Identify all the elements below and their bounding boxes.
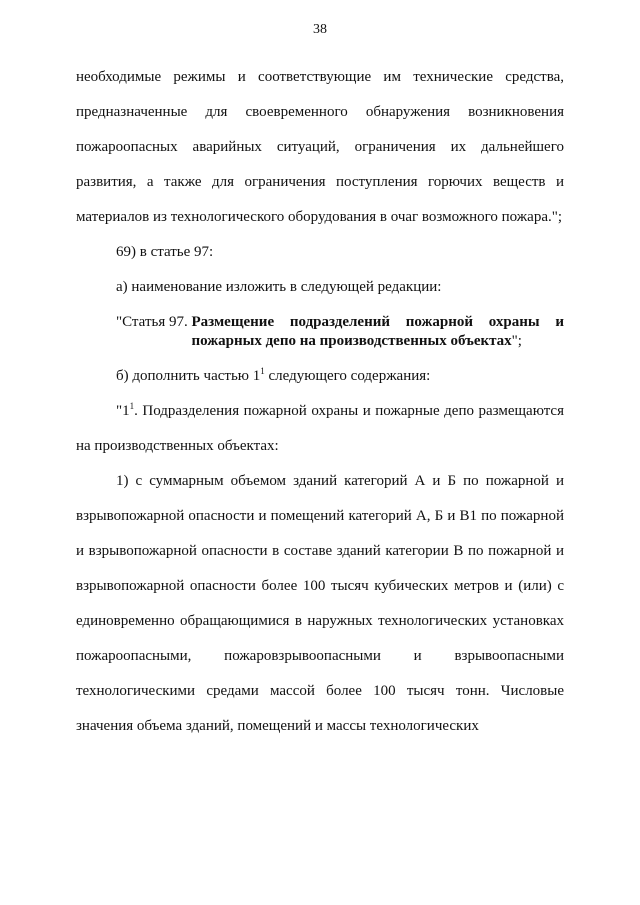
paragraph-subitem-1: 1) с суммарным объемом зданий категорий А и Б по пожарной и взрывопожарной опасности и помещений категорий А, Б и В1 по пожарной и взрывопожарной опасности в составе зданий категории В по пожарной и взрывопожарной опасности более 100 тысяч кубических метров и (или) с единовременно обращающимися в наружных технологических установках пожароопасными, пожаровзрывоопасными и взрывоопасными технологическими средами массой более 100 тысяч тонн. Числовые значения объема зданий, помещений и массы технологических — [76, 473, 564, 734]
item-b-superscript: 1 — [260, 366, 265, 376]
paragraph-continuation: необходимые режимы и соответствующие им технические средства, предназначенные для своевременного обнаружения возникновения пожароопасных аварийных ситуаций, ограничения их дальнейшего развития, а также для ограничения поступления горючих веществ и материалов из технологического оборудования в очаг возможного пожара."; — [76, 69, 564, 225]
article-heading-prefix: "Статья 97. — [116, 314, 192, 330]
article-heading-title-wrap — [191, 313, 564, 351]
article-heading-title: Размещение подразделений пожарной охраны и пожарных депо на производственных объектах — [191, 314, 564, 349]
item-b-text-after: следующего содержания: — [264, 368, 431, 384]
article-heading — [76, 313, 564, 351]
paragraph-part-1-1 — [76, 394, 564, 464]
paragraph-item-b — [76, 359, 564, 394]
paragraph-item-69: 69) в статье 97: — [116, 244, 214, 260]
item-b-text-before: б) дополнить частью 1 — [116, 368, 261, 384]
part-1-1-superscript: 1 — [129, 401, 135, 411]
document-body — [76, 60, 564, 744]
part-1-1-text: . Подразделения пожарной охраны и пожарные депо размещаются на производственных объектах: — [76, 403, 564, 454]
part-1-1-open: "1 — [116, 403, 130, 419]
paragraph-item-a: а) наименование изложить в следующей редакции: — [116, 279, 442, 295]
page-number: 38 — [313, 22, 327, 37]
article-heading-suffix: "; — [511, 333, 522, 349]
